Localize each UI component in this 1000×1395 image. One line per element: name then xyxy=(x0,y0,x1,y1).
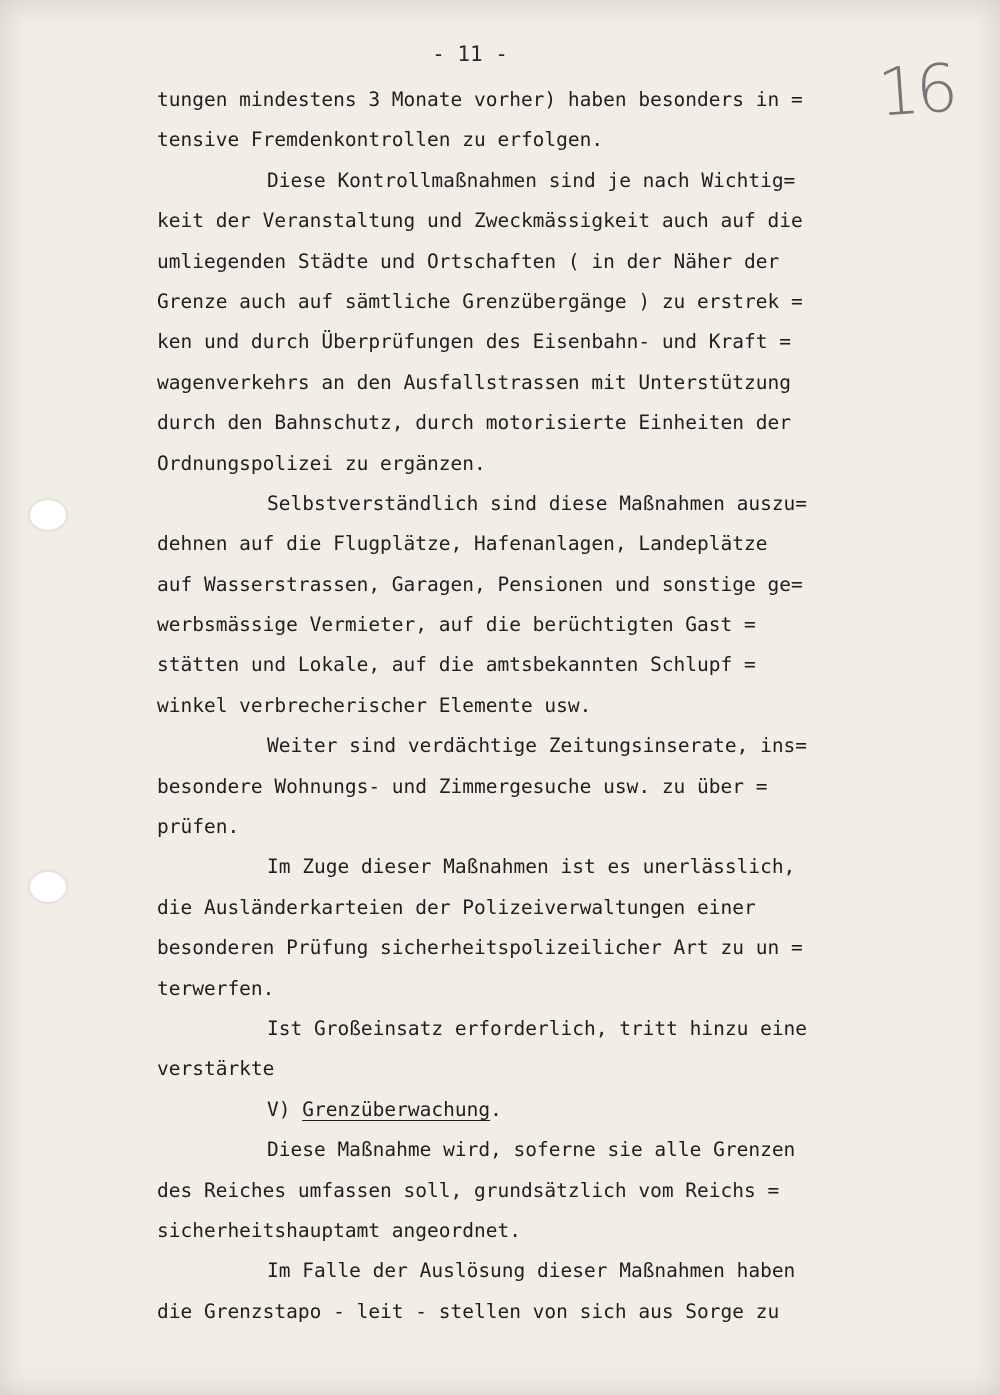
text-line: ken und durch Überprüfungen des Eisenbahn- und Kraft = xyxy=(157,330,791,354)
section-number: V) xyxy=(267,1097,291,1121)
text-line: besonderen Prüfung sicherheitspolizeilicher Art zu un = xyxy=(157,936,803,960)
text-line: winkel verbrecherischer Elemente usw. xyxy=(157,693,592,717)
text-line: wagenverkehrs an den Ausfallstrassen mit Unterstützung xyxy=(157,370,791,394)
text-line: Im Zuge dieser Maßnahmen ist es unerlässlich, xyxy=(267,855,796,879)
page-number: - 11 - xyxy=(432,42,508,66)
text-line: terwerfen. xyxy=(157,976,275,1000)
text-line: prüfen. xyxy=(157,815,240,839)
text-line: Selbstverständlich sind diese Maßnahmen auszu= xyxy=(267,491,808,515)
text-line: besondere Wohnungs- und Zimmergesuche usw. zu über = xyxy=(157,774,768,798)
text-line: sicherheitshauptamt angeordnet. xyxy=(157,1218,521,1242)
text-line: durch den Bahnschutz, durch motorisierte Einheiten der xyxy=(157,411,791,435)
text-line: Im Falle der Auslösung dieser Maßnahmen haben xyxy=(267,1259,796,1283)
text-line: Grenze auch auf sämtliche Grenzübergänge ) zu erstrek = xyxy=(157,289,803,313)
section-heading xyxy=(157,1090,847,1130)
text-line: verstärkte xyxy=(157,1057,275,1081)
section-title: Grenzüberwachung xyxy=(302,1097,491,1121)
text-line: Diese Maßnahme wird, soferne sie alle Grenzen xyxy=(267,1138,796,1162)
text-line: werbsmässige Vermieter, auf die berüchtigten Gast = xyxy=(157,613,756,637)
text-line: Weiter sind verdächtige Zeitungsinserate, ins= xyxy=(267,734,808,758)
folio-mark: 16 xyxy=(875,49,957,132)
body-text-part-two xyxy=(157,1130,847,1332)
text-line: Ist Großeinsatz erforderlich, tritt hinzu eine xyxy=(267,1016,808,1040)
text-line: auf Wasserstrassen, Garagen, Pensionen und sonstige ge= xyxy=(157,572,803,596)
text-line: tensive Fremdenkontrollen zu erfolgen. xyxy=(157,128,604,152)
section-title-period: . xyxy=(490,1097,502,1121)
text-line: umliegenden Städte und Ortschaften ( in der Näher der xyxy=(157,249,780,273)
text-line: stätten und Lokale, auf die amtsbekannten Schlupf = xyxy=(157,653,756,677)
text-line: dehnen auf die Flugplätze, Hafenanlagen, Landeplätze xyxy=(157,532,768,556)
punch-hole xyxy=(30,500,66,530)
punch-hole xyxy=(30,872,66,902)
body-text xyxy=(157,80,847,1332)
text-line: keit der Veranstaltung und Zweckmässigkeit auch auf die xyxy=(157,209,803,233)
text-line: Diese Kontrollmaßnahmen sind je nach Wichtig= xyxy=(267,168,796,192)
text-line: tungen mindestens 3 Monate vorher) haben besonders in = xyxy=(157,88,803,111)
text-line: die Ausländerkarteien der Polizeiverwaltungen einer xyxy=(157,895,756,919)
text-line: die Grenzstapo - leit - stellen von sich aus Sorge zu xyxy=(157,1299,780,1323)
text-line: des Reiches umfassen soll, grundsätzlich vom Reichs = xyxy=(157,1178,780,1202)
text-line: Ordnungspolizei zu ergänzen. xyxy=(157,451,486,475)
body-text-part-one xyxy=(157,80,847,1090)
